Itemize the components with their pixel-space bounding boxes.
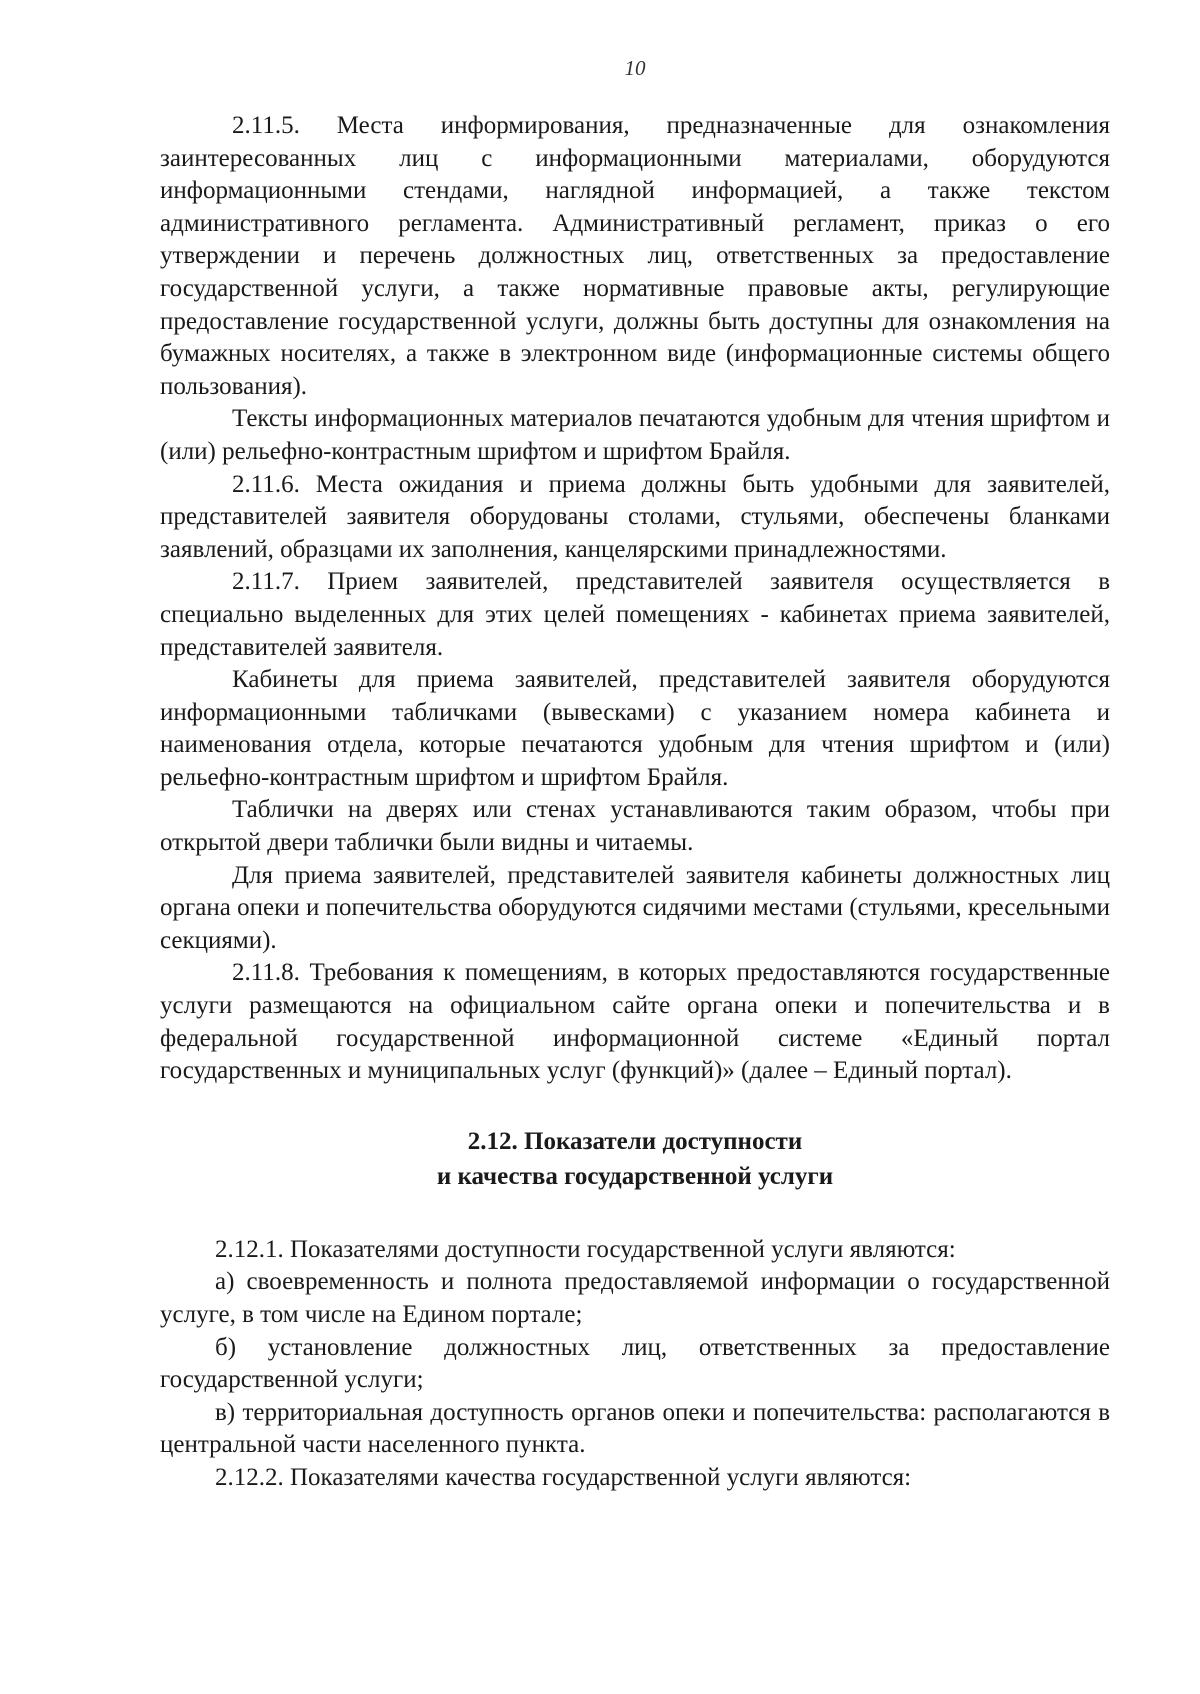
paragraph-cabinets: Кабинеты для приема заявителей, представителей заявителя оборудуются информационными табличками (вывесками) с указанием номера кабинета и наименования отдела, которые печатаются удобным для чтения шрифтом и (или) рельефно-контрастным шрифтом и шрифтом Брайля. bbox=[160, 666, 1110, 791]
list-item-a: а) своевременность и полнота предоставляемой информации о государственной услуге, в том числе на Едином портале; bbox=[160, 1268, 1110, 1328]
document-body bbox=[160, 110, 1110, 1495]
paragraph-2-11-8: 2.11.8. Требования к помещениям, в которых предоставляются государственные услуги размещаются на официальном сайте органа опеки и попечительства и в федеральной государственной информационной системе «Единый портал государственных и муниципальных услуг (функций)» (далее – Единый портал). bbox=[160, 959, 1110, 1085]
paragraph-2-12-1: 2.12.1. Показателями доступности государственной услуги являются: bbox=[215, 1235, 956, 1263]
paragraph-2-11-5: 2.11.5. Места информирования, предназначенные для ознакомления заинтересованных лиц с информационными материалами, оборудуются информационными стендами, наглядной информацией, а также текстом административного регламента. Административный регламент, приказ о его утверждении и перечень должностных лиц, ответственных за предоставление государственной услуги, а также нормативные правовые акты, регулирующие предоставление государственной услуги, должны быть доступны для ознакомления на бумажных носителях, а также в электронном виде (информационные системы общего пользования). bbox=[160, 112, 1110, 400]
page-number: 10 bbox=[624, 56, 646, 80]
paragraph-door-plates: Таблички на дверях или стенах устанавливаются таким образом, чтобы при открытой двери таблички были видны и читаемы. bbox=[160, 796, 1110, 857]
list-item-b: б) установление должностных лиц, ответственных за предоставление государственной услуги; bbox=[160, 1333, 1110, 1394]
paragraph-2-11-6: 2.11.6. Места ожидания и приема должны быть удобными для заявителей, представителей заявителя оборудованы столами, стульями, обеспечены бланками заявлений, образцами их заполнения, канцелярскими принадлежностями. bbox=[160, 470, 1110, 563]
heading-line-1: 2.12. Показатели доступности bbox=[467, 1127, 803, 1155]
paragraph-2-11-7: 2.11.7. Прием заявителей, представителей заявителя осуществляется в специально выделенных для этих целей помещениях - кабинетах приема заявителей, представителей заявителя. bbox=[160, 568, 1110, 661]
section-heading-2-12 bbox=[160, 1124, 1110, 1194]
paragraph-seating: Для приема заявителей, представителей заявителя кабинеты должностных лиц органа опеки и попечительства оборудуются сидячими местами (стульями, кресельными секциями). bbox=[160, 861, 1110, 954]
paragraph-2-12-2: 2.12.2. Показателями качества государственной услуги являются: bbox=[215, 1463, 912, 1491]
heading-line-2: и качества государственной услуги bbox=[436, 1162, 834, 1190]
paragraph-info-fonts: Тексты информационных материалов печатаются удобным для чтения шрифтом и (или) рельефно-контрастным шрифтом и шрифтом Брайля. bbox=[160, 405, 1110, 465]
list-item-c: в) территориальная доступность органов опеки и попечительства: располагаются в центральной части населенного пункта. bbox=[160, 1398, 1110, 1459]
